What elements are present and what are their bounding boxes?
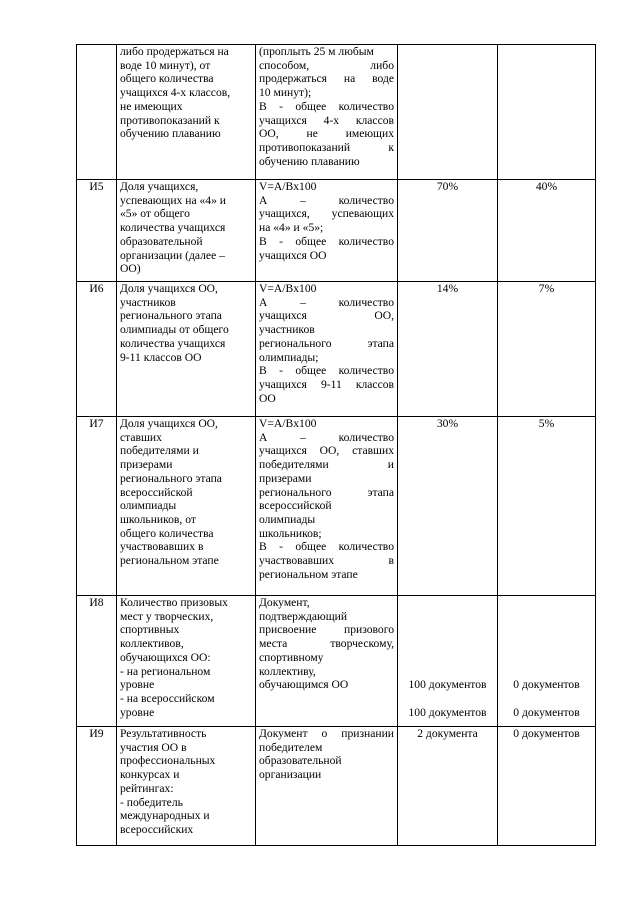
indicator-formula: Документ, подтверждающий присвоение призового места творческому, спортивному коллективу, обучающимся ОО xyxy=(256,596,398,727)
target-value: 30% xyxy=(398,417,498,596)
indicator-name: Доля учащихся ОО, участников регионального этапа олимпиады от общего количества учащихся 9-11 классов ОО xyxy=(117,282,256,417)
table-row xyxy=(77,417,596,596)
threshold-value: 7% xyxy=(498,282,596,417)
table-row xyxy=(77,282,596,417)
threshold-value xyxy=(498,45,596,180)
indicator-formula: Документ о признании победителем образовательной организации xyxy=(256,727,398,846)
indicator-formula: V=A/Bx100 А – количество учащихся ОО, ставших победителями и призерами регионального этапа всероссийской олимпиады школьников; В - общее количество участвовавших в региональном этапе xyxy=(256,417,398,596)
indicator-formula: (проплыть 25 м любым способом, либо продержаться на воде 10 минут); В - общее количество учащихся 4-х классов ОО, не имеющих противопоказаний к обучению плаванию xyxy=(256,45,398,180)
row-number: И8 xyxy=(77,596,117,727)
target-value: 14% xyxy=(398,282,498,417)
target-value xyxy=(398,596,498,727)
row-number xyxy=(77,45,117,180)
row-number: И7 xyxy=(77,417,117,596)
indicators-table xyxy=(76,44,596,846)
indicator-name: Доля учащихся ОО, ставших победителями и призерами регионального этапа всероссийской олимпиады школьников, от общего количества участвовавших в региональном этапе xyxy=(117,417,256,596)
threshold-value-federal: 0 документов xyxy=(513,705,580,719)
target-value: 70% xyxy=(398,180,498,282)
row-number: И9 xyxy=(77,727,117,846)
table-row xyxy=(77,727,596,846)
indicator-name: Доля учащихся, успевающих на «4» и «5» от общего количества учащихся образовательной организации (далее – ОО) xyxy=(117,180,256,282)
indicator-formula: V=A/Bx100 А – количество учащихся ОО, участников регионального этапа олимпиады; В - общее количество учащихся 9-11 классов ОО xyxy=(256,282,398,417)
threshold-value: 5% xyxy=(498,417,596,596)
target-value: 2 документа xyxy=(398,727,498,846)
target-value-federal: 100 документов xyxy=(408,705,487,719)
indicator-formula: V=A/Bx100 А – количество учащихся, успевающих на «4» и «5»; В - общее количество учащихся ОО xyxy=(256,180,398,282)
table-row xyxy=(77,180,596,282)
threshold-value: 0 документов xyxy=(498,727,596,846)
target-value xyxy=(398,45,498,180)
threshold-value-regional: 0 документов xyxy=(513,678,580,692)
row-number: И6 xyxy=(77,282,117,417)
row-number: И5 xyxy=(77,180,117,282)
table-row xyxy=(77,596,596,727)
table-row xyxy=(77,45,596,180)
target-value-regional: 100 документов xyxy=(408,678,487,692)
indicator-name: либо продержаться на воде 10 минут), от общего количества учащихся 4-х классов, не имеющих противопоказаний к обучению плаванию xyxy=(117,45,256,180)
threshold-value: 40% xyxy=(498,180,596,282)
threshold-value xyxy=(498,596,596,727)
indicator-name: Количество призовых мест у творческих, спортивных коллективов, обучающихся ОО: - на региональном уровне - на всероссийском уровне xyxy=(117,596,256,727)
indicator-name: Результативность участия ОО в профессиональных конкурсах и рейтингах: - победитель международных и всероссийских xyxy=(117,727,256,846)
